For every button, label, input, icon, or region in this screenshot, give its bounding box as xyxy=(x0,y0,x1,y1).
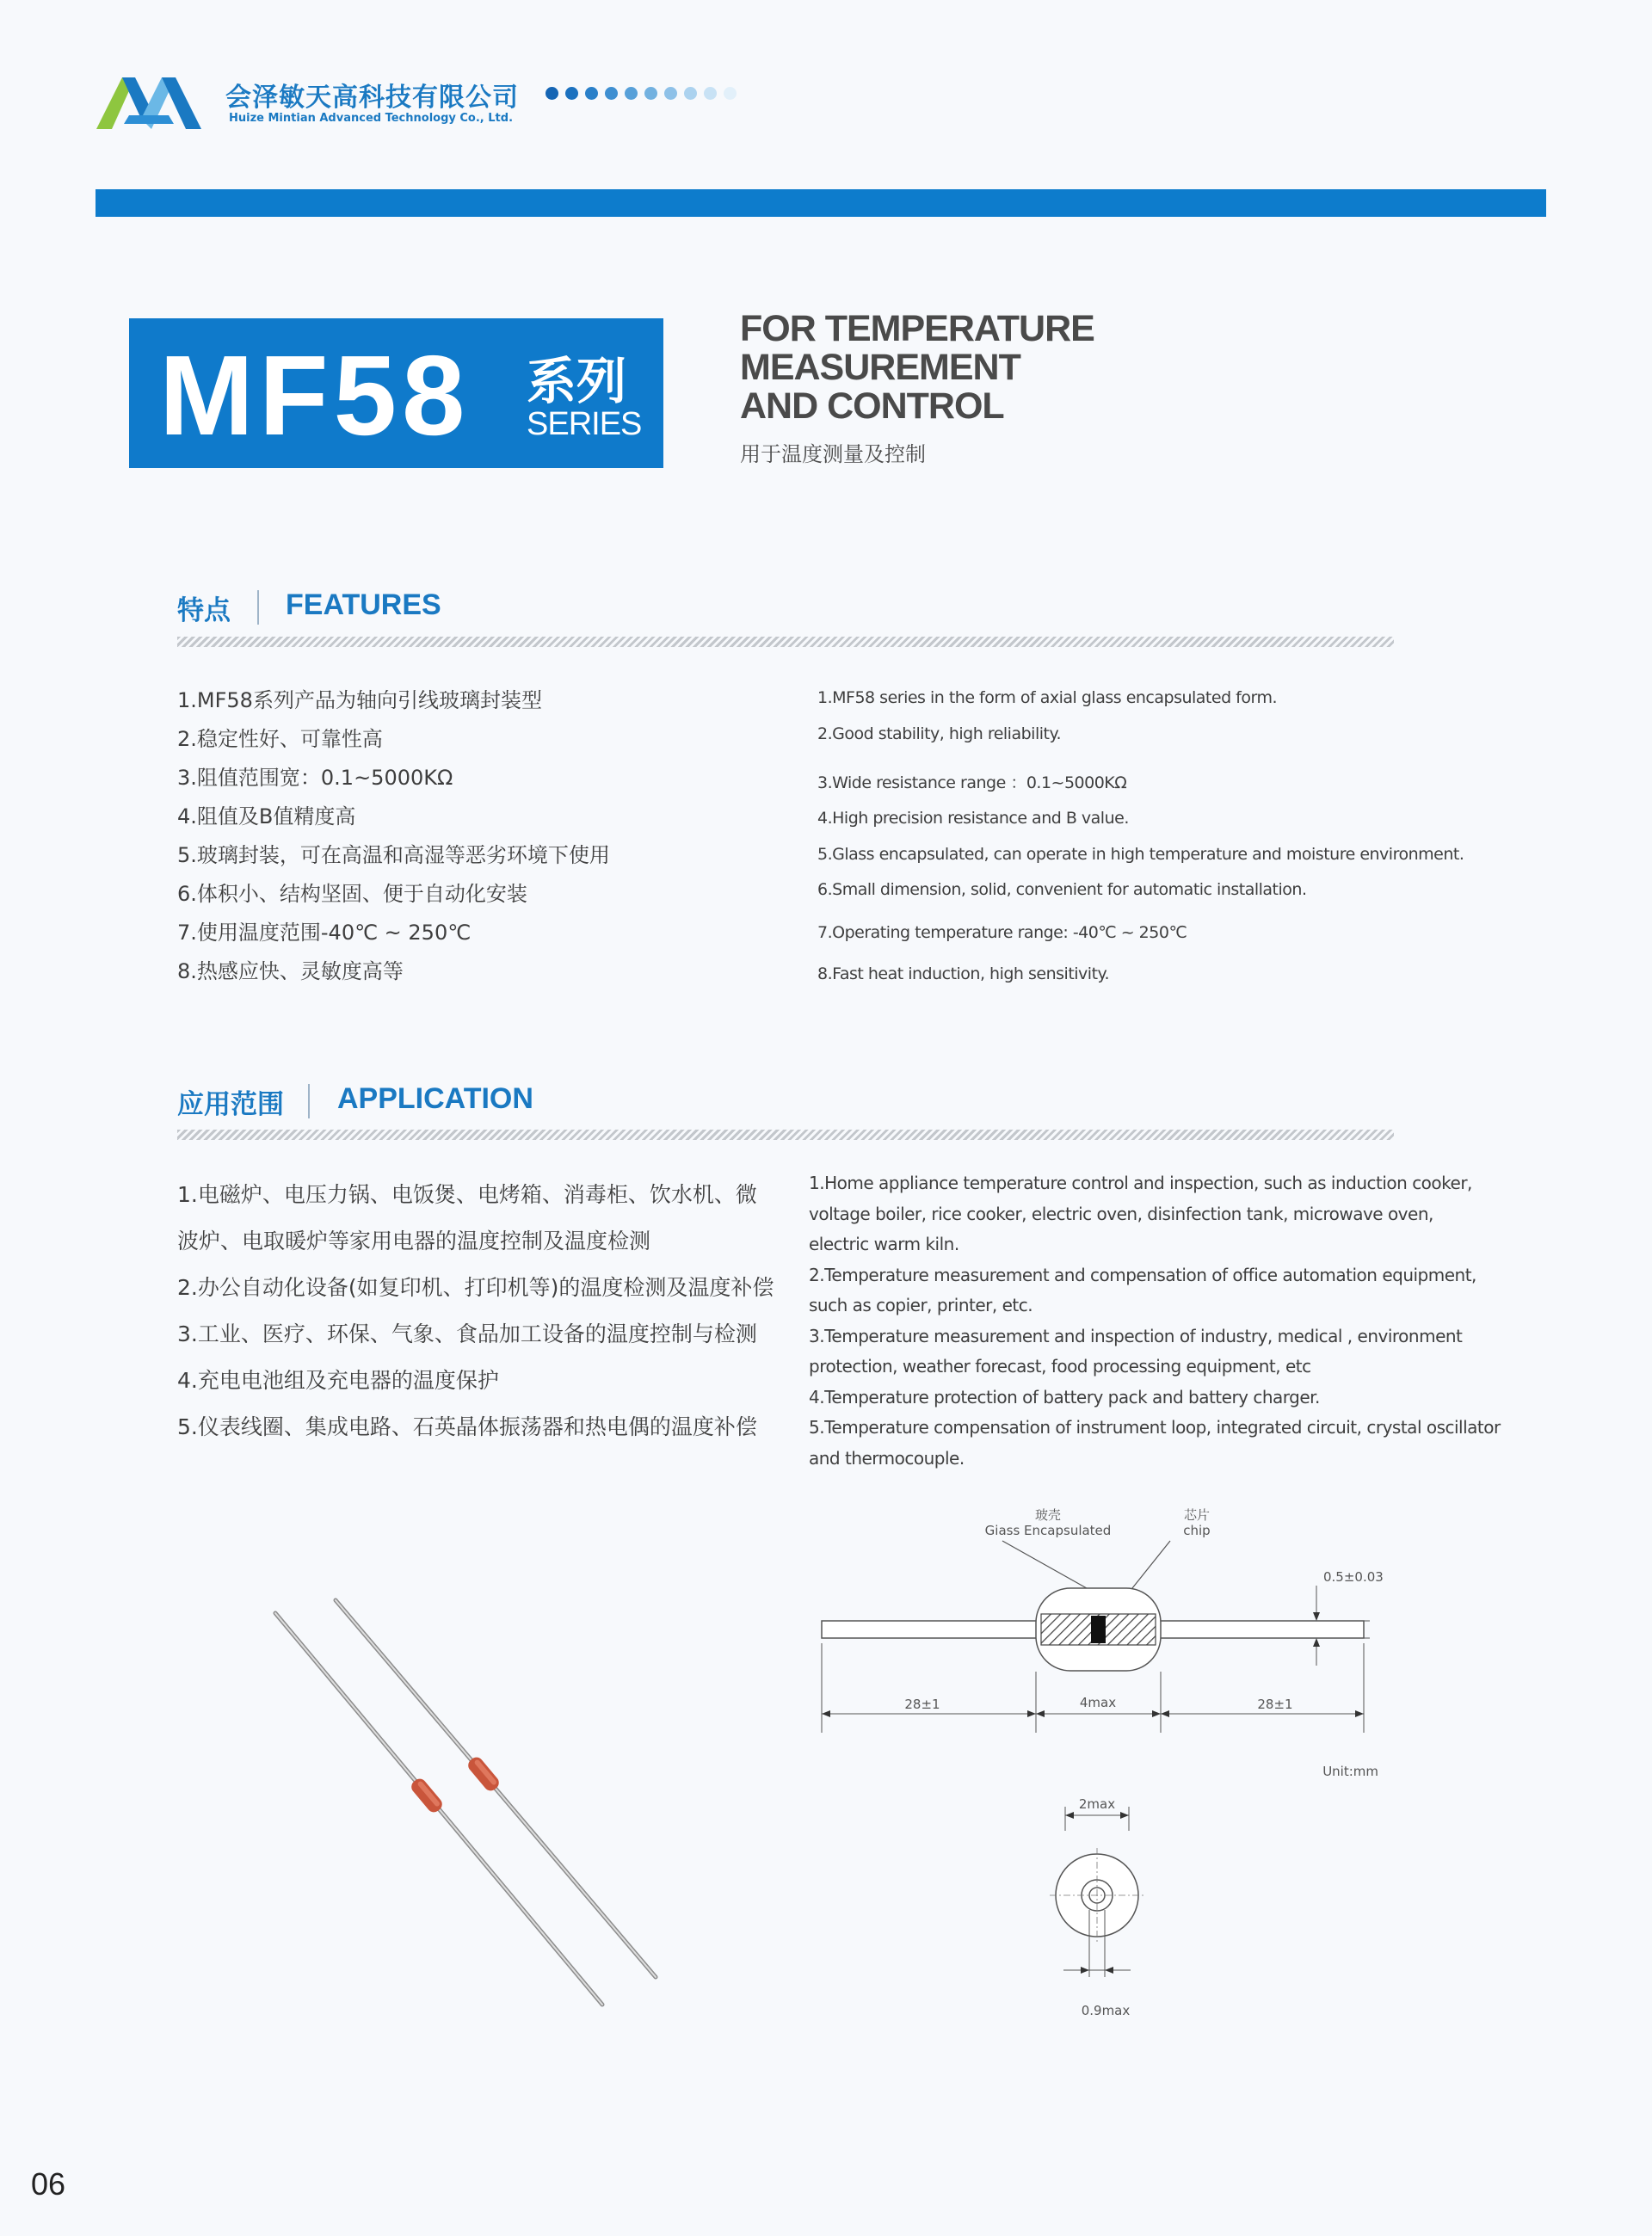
body-length-dim: 4max xyxy=(1079,1695,1117,1710)
application-list-en xyxy=(809,1168,1501,1474)
page-number: 06 xyxy=(31,2166,66,2202)
right-lead-dim: 28±1 xyxy=(1257,1697,1293,1712)
series-cn: 系列 xyxy=(527,352,627,410)
heading-separator xyxy=(308,1084,310,1118)
feature-item-en: 8.Fast heat induction, high sensitivity. xyxy=(817,964,1110,983)
glass-label-cn: 玻壳 xyxy=(1034,1507,1062,1523)
unit-label: Unit:mm xyxy=(1322,1764,1378,1779)
feature-item-cn: 1.MF58系列产品为轴向引线玻璃封装型 xyxy=(177,688,542,712)
decorative-dot xyxy=(704,87,717,100)
lead-diameter-dim: 0.5±0.03 xyxy=(1323,1569,1384,1585)
model-title: MF58 xyxy=(159,332,471,459)
feature-item-en: 7.Operating temperature range: -40℃ ~ 250℃ xyxy=(817,923,1187,942)
application-line-en: electric warm kiln. xyxy=(809,1234,959,1254)
heading-separator xyxy=(257,590,259,625)
decorative-dot xyxy=(625,87,638,100)
application-line-en: 2.Temperature measurement and compensation of office automation equipment, xyxy=(809,1264,1476,1285)
dimension-diagram xyxy=(809,1495,1446,2029)
subtitle-line: AND CONTROL xyxy=(740,385,1004,427)
feature-item-en: 1.MF58 series in the form of axial glass encapsulated form. xyxy=(817,688,1278,707)
series-label: SERIES xyxy=(527,406,642,442)
chip-label-en: chip xyxy=(1183,1523,1211,1538)
application-line-en: protection, weather forecast, food processing equipment, etc xyxy=(809,1356,1311,1377)
thermistor-photo xyxy=(258,1583,671,2030)
chip-label-cn: 芯片 xyxy=(1183,1507,1211,1523)
hatch-divider xyxy=(177,637,1394,647)
application-line-cn: 4.充电电池组及充电器的温度保护 xyxy=(177,1368,499,1393)
feature-item-en: 4.High precision resistance and B value. xyxy=(817,809,1129,828)
feature-item-cn: 8.热感应快、灵敏度高等 xyxy=(177,959,404,983)
application-line-en: 4.Temperature protection of battery pack and battery charger. xyxy=(809,1386,1320,1408)
features-list-cn xyxy=(177,681,610,991)
application-line-en: and thermocouple. xyxy=(809,1447,965,1469)
feature-item-cn: 2.稳定性好、可靠性高 xyxy=(177,727,383,751)
subtitle xyxy=(740,310,1094,426)
application-list-cn xyxy=(177,1172,774,1451)
subtitle-line: FOR TEMPERATURE xyxy=(740,308,1094,349)
feature-item-cn: 6.体积小、结构坚固、便于自动化安装 xyxy=(177,882,527,906)
feature-item-cn: 7.使用温度范围-40℃ ~ 250℃ xyxy=(177,921,472,945)
glass-label-en: Giass Encapsulated xyxy=(984,1523,1112,1538)
company-name-en: Huize Mintian Advanced Technology Co., Ltd. xyxy=(229,112,514,125)
features-heading-en: FEATURES xyxy=(286,588,441,621)
application-heading-en: APPLICATION xyxy=(337,1082,533,1115)
features-heading-cn: 特点 xyxy=(177,595,231,626)
application-line-en: 5.Temperature compensation of instrument loop, integrated circuit, crystal oscillator xyxy=(809,1417,1501,1438)
application-heading-cn: 应用范围 xyxy=(177,1089,284,1120)
decorative-dot xyxy=(565,87,578,100)
feature-item-cn: 3.阻值范围宽：0.1~5000KΩ xyxy=(177,766,453,790)
application-line-en: 3.Temperature measurement and inspection of industry, medical , environment xyxy=(809,1325,1463,1346)
decorative-dot xyxy=(684,87,697,100)
decorative-dot xyxy=(585,87,598,100)
feature-item-cn: 5.玻璃封装，可在高温和高湿等恶劣环境下使用 xyxy=(177,843,610,867)
subtitle-line: MEASUREMENT xyxy=(740,347,1020,388)
feature-item-en: 6.Small dimension, solid, convenient for automatic installation. xyxy=(817,880,1307,899)
application-line-en: voltage boiler, rice cooker, electric oven, disinfection tank, microwave oven, xyxy=(809,1203,1433,1224)
application-line-en: such as copier, printer, etc. xyxy=(809,1295,1033,1315)
application-line-cn: 2.办公自动化设备(如复印机、打印机等)的温度检测及温度补偿 xyxy=(177,1275,774,1300)
feature-item-en: 3.Wide resistance range ：0.1~5000KΩ xyxy=(817,773,1127,792)
feature-item-en: 5.Glass encapsulated, can operate in high temperature and moisture environment. xyxy=(817,845,1464,864)
header-bar xyxy=(96,189,1546,217)
company-name-cn: 会泽敏天高科技有限公司 xyxy=(225,83,519,113)
application-line-cn: 波炉、电取暖炉等家用电器的温度控制及温度检测 xyxy=(177,1229,651,1254)
decorative-dot xyxy=(605,87,618,100)
feature-item-en: 2.Good stability, high reliability. xyxy=(817,724,1062,743)
subtitle-cn: 用于温度测量及控制 xyxy=(740,442,926,466)
application-line-cn: 1.电磁炉、电压力锅、电饭煲、电烤箱、消毒柜、饮水机、微 xyxy=(177,1182,757,1207)
decorative-dots xyxy=(546,87,737,100)
decorative-dot xyxy=(724,87,737,100)
feature-item-cn: 4.阻值及B值精度高 xyxy=(177,804,356,828)
hatch-divider xyxy=(177,1130,1394,1140)
wire-diameter-dim: 0.9max xyxy=(1081,2003,1131,2018)
application-line-cn: 5.仪表线圈、集成电路、石英晶体振荡器和热电偶的温度补偿 xyxy=(177,1414,757,1439)
application-line-cn: 3.工业、医疗、环保、气象、食品加工设备的温度控制与检测 xyxy=(177,1321,757,1346)
decorative-dot xyxy=(644,87,657,100)
decorative-dot xyxy=(664,87,677,100)
company-logo xyxy=(96,62,201,131)
diameter-dim: 2max xyxy=(1078,1796,1116,1812)
left-lead-dim: 28±1 xyxy=(904,1697,940,1712)
decorative-dot xyxy=(546,87,558,100)
application-line-en: 1.Home appliance temperature control and inspection, such as induction cooker, xyxy=(809,1173,1472,1193)
